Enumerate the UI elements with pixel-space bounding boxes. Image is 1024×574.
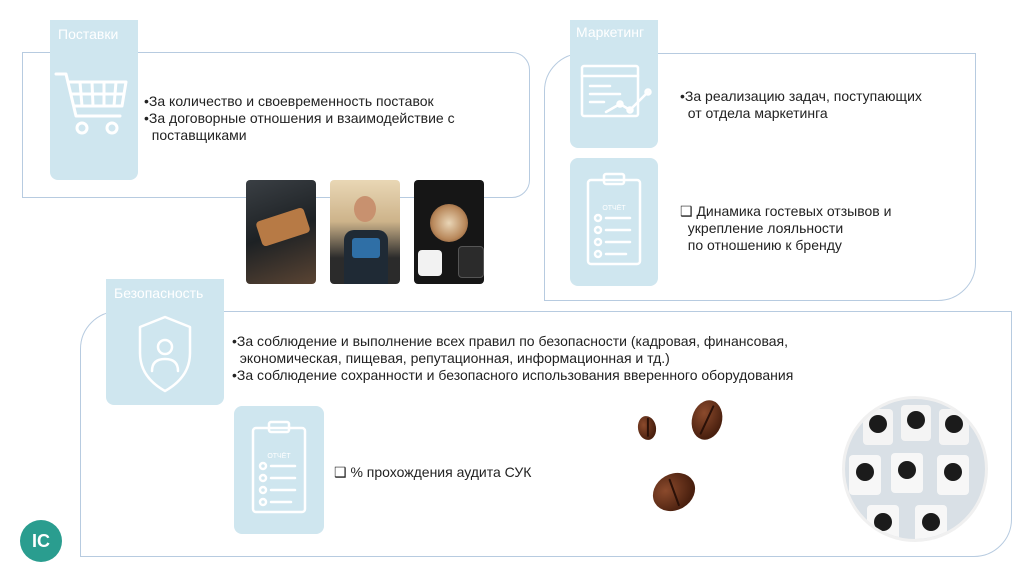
report-tile-marketing xyxy=(570,158,658,286)
security-line-3: •За соблюдение сохранности и безопасного использования вверенного оборудования xyxy=(232,367,794,383)
marketing-extra-2: укрепление лояльности xyxy=(680,220,844,236)
brand-logo-text: IC xyxy=(32,530,50,551)
supplies-line-3: поставщиками xyxy=(144,127,247,143)
brand-logo xyxy=(20,520,62,562)
marketing-line-2: от отдела маркетинга xyxy=(680,105,828,121)
photo-latte xyxy=(414,180,484,284)
supplies-line-2: •За договорные отношения и взаимодействие с xyxy=(144,110,455,126)
report-label-audit: ОТЧЁТ xyxy=(267,453,291,460)
security-shield-tile xyxy=(106,305,224,405)
shopping-cart-icon xyxy=(50,46,138,180)
photo-barista xyxy=(330,180,400,284)
supplies-line-1: •За количество и своевременность поставок xyxy=(144,93,434,109)
photo-waiter-tray xyxy=(246,180,316,284)
analytics-chart-icon xyxy=(570,46,658,148)
audit-line: ❑ % прохождения аудита СУК xyxy=(334,464,532,480)
shield-user-icon xyxy=(106,305,224,405)
marketing-extra-3: по отношению к бренду xyxy=(680,237,842,253)
clipboard-report-icon xyxy=(570,158,658,286)
supplies-tab: Поставки xyxy=(50,20,138,50)
report-tile-audit xyxy=(234,406,324,534)
security-tab: Безопасность xyxy=(106,279,224,311)
report-label: ОТЧЁТ xyxy=(602,205,626,212)
analytics-tile xyxy=(570,46,658,148)
security-line-1: •За соблюдение и выполнение всех правил по безопасности (кадровая, финансовая, xyxy=(232,333,788,349)
marketing-extra-1: ❑ Динамика гостевых отзывов и xyxy=(680,203,892,219)
marketing-tab: Маркетинг xyxy=(570,20,658,46)
security-line-2: экономическая, пищевая, репутационная, информационная и тд.) xyxy=(232,350,670,366)
clipboard-audit-icon xyxy=(234,406,324,534)
marketing-line-1: •За реализацию задач, поступающих xyxy=(680,88,922,104)
cups-photo xyxy=(842,396,988,542)
shopping-cart-tile xyxy=(50,46,138,180)
